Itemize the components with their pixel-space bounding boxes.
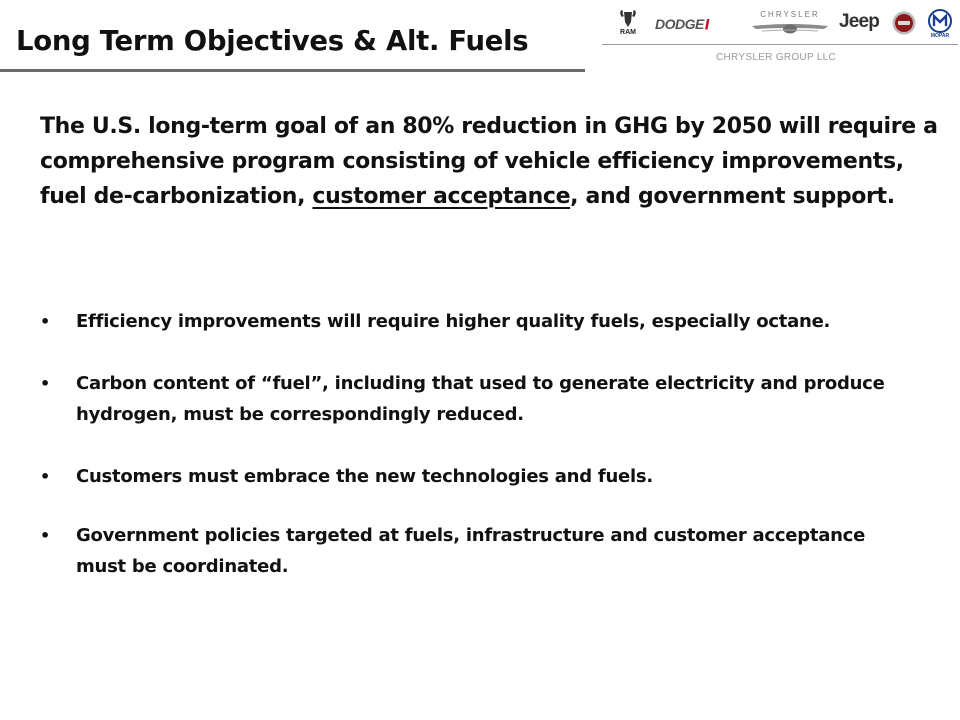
lead-underlined-phrase: customer acceptance	[312, 184, 571, 209]
list-item	[40, 368, 920, 430]
bullet-icon: •	[40, 374, 50, 393]
company-name: CHRYSLER GROUP LLC	[716, 52, 837, 63]
lead-text-after: , and government support.	[570, 184, 895, 209]
dodge-logo-text: DODGE	[655, 16, 704, 32]
bullet-text: Government policies targeted at fuels, infrastructure and customer acceptance must be coordinated.	[76, 525, 866, 577]
brand-divider-rule	[602, 44, 958, 45]
bullet-text: Carbon content of “fuel”, including that used to generate electricity and produce hydrogen, must be correspondingly reduced.	[76, 373, 885, 425]
bullet-text: Customers must embrace the new technologies and fuels.	[76, 466, 653, 487]
bullet-text: Efficiency improvements will require higher quality fuels, especially octane.	[76, 311, 831, 332]
dodge-logo	[655, 16, 707, 32]
ram-logo-text: RAM	[620, 29, 636, 36]
lead-text-before: The U.S. long-term goal of an 80% reduction in GHG by 2050 will require a comprehensive program consisting of vehicle efficiency improvements, fuel de-carbonization,	[40, 114, 938, 209]
chrysler-logo-text: CHRYSLER	[760, 10, 820, 19]
chrysler-wing-icon	[750, 21, 830, 35]
mopar-logo	[928, 9, 952, 41]
dodge-stripes-icon: //	[704, 16, 707, 32]
bullet-icon: •	[40, 312, 50, 331]
jeep-logo: Jeep	[839, 11, 880, 32]
fiat-logo	[892, 10, 916, 36]
list-item	[40, 306, 920, 337]
bullet-icon: •	[40, 467, 50, 486]
brand-logos	[610, 8, 956, 42]
title-underline-rule	[0, 69, 585, 72]
ram-logo	[614, 8, 642, 42]
lead-statement	[40, 109, 940, 214]
mopar-logo-text: MOPAR	[930, 33, 950, 39]
ram-head-icon	[619, 8, 637, 28]
bullet-list	[40, 306, 920, 582]
list-item	[40, 461, 920, 492]
fiat-badge-icon	[892, 10, 916, 36]
bullet-icon: •	[40, 526, 50, 545]
mopar-m-icon	[928, 9, 952, 33]
page-title: Long Term Objectives & Alt. Fuels	[16, 25, 529, 57]
list-item	[40, 520, 920, 582]
chrysler-logo	[750, 10, 830, 40]
